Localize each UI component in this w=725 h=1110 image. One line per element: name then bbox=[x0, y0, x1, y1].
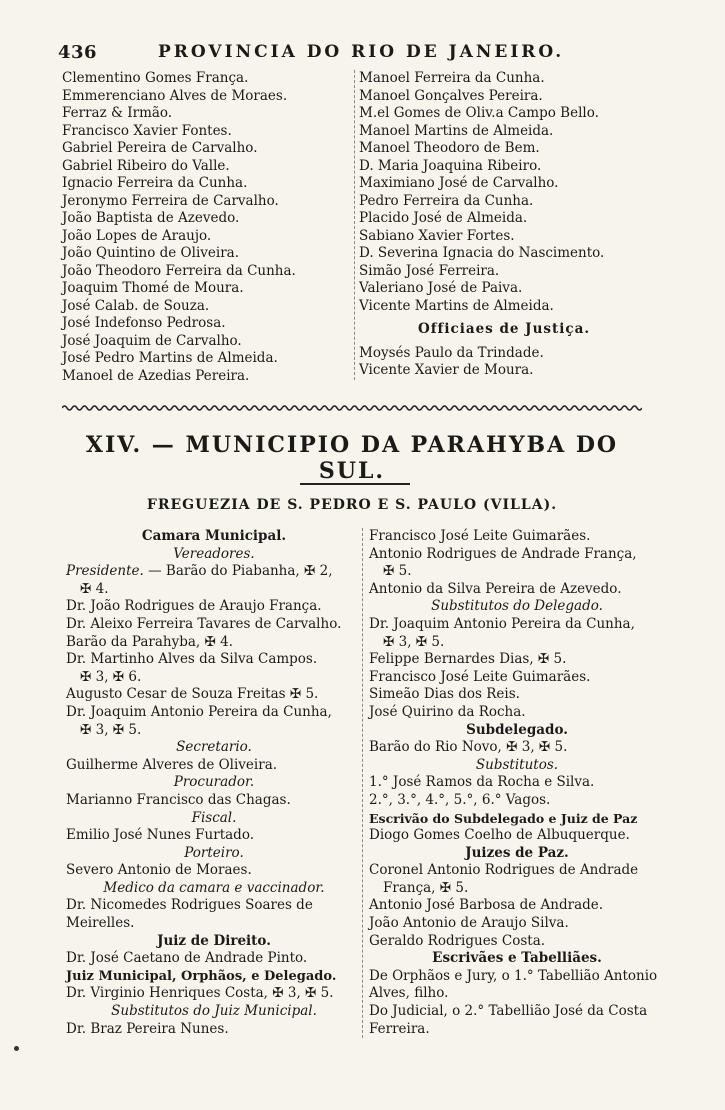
list-item: Barão do Rio Novo, ✠ 3, ✠ 5. bbox=[369, 739, 568, 756]
list-item: Francisco José Leite Guimarães. bbox=[369, 528, 591, 544]
list-item: Dr. Braz Pereira Nunes. bbox=[66, 1020, 229, 1037]
list-item: Dr. Martinho Alves da Silva Campos. bbox=[66, 651, 318, 668]
list-item: Vicente Martins de Almeida. bbox=[359, 297, 554, 314]
list-item: Jeronymo Ferreira de Carvalho. bbox=[62, 192, 279, 209]
medico-label: Medico da camara e vaccinador. bbox=[103, 879, 325, 896]
juiz-municipal-heading: Juiz Municipal, Orphãos, e Delegado. bbox=[66, 968, 337, 984]
parish-title: FREGUEZIA DE S. PEDRO E S. PAULO (VILLA). bbox=[146, 497, 558, 513]
list-item: Simão José Ferreira. bbox=[359, 262, 500, 279]
list-item: Augusto Cesar de Souza Freitas ✠ 5. bbox=[66, 686, 319, 703]
list-item: Sabiano Xavier Fortes. bbox=[359, 227, 515, 244]
list-item: Francisco José Leite Guimarães. bbox=[369, 668, 591, 685]
list-item: Manoel Gonçalves Pereira. bbox=[359, 87, 543, 104]
presidente-line bbox=[66, 563, 362, 581]
subst-delegado-label: Substitutos do Delegado. bbox=[431, 598, 603, 615]
list-item: Ferraz & Irmão. bbox=[62, 105, 173, 121]
list-item: Ignacio Ferreira da Cunha. bbox=[62, 175, 248, 191]
porteiro-label: Porteiro. bbox=[184, 844, 244, 861]
camara-heading: Camara Municipal. bbox=[141, 528, 287, 544]
list-item: Guilherme Alveres de Oliveira. bbox=[66, 756, 278, 773]
list-item: Barão da Parahyba, ✠ 4. bbox=[66, 633, 233, 650]
list-item: João Theodoro Ferreira da Cunha. bbox=[62, 262, 296, 279]
fiscal-label: Fiscal. bbox=[191, 809, 237, 826]
juiz-direito-heading: Juiz de Direito. bbox=[157, 932, 271, 949]
list-item: José Quirino da Rocha. bbox=[369, 703, 526, 720]
page-header bbox=[58, 42, 648, 68]
list-item: Valeriano José de Paiva. bbox=[359, 280, 523, 296]
substitutos-label: Substitutos. bbox=[475, 756, 559, 773]
list-item: Maximiano José de Carvalho. bbox=[359, 175, 559, 191]
presidente-text: — Barão do Piabanha, ✠ 2, bbox=[143, 563, 333, 580]
list-item: Antonio José Barbosa de Andrade. bbox=[369, 897, 604, 914]
list-item: João Antonio de Araujo Silva. bbox=[369, 915, 569, 932]
list-item: M.el Gomes de Oliv.a Campo Bello. bbox=[359, 105, 599, 121]
list-item: D. Maria Joaquina Ribeiro. bbox=[359, 157, 542, 174]
subdelegado-heading: Subdelegado. bbox=[466, 721, 568, 738]
list-item: José Joaquim de Carvalho. bbox=[62, 332, 242, 349]
list-item: João Quintino de Oliveira. bbox=[62, 245, 239, 261]
running-title: PROVINCIA DO RIO DE JANEIRO. bbox=[158, 42, 565, 62]
list-item: Joaquim Thomé de Moura. bbox=[62, 280, 244, 296]
list-item: Placido José de Almeida. bbox=[359, 210, 528, 226]
bottom-left-column bbox=[66, 528, 362, 1038]
list-item: Manoel Ferreira da Cunha. bbox=[359, 70, 545, 86]
list-item: Gabriel Pereira de Carvalho. bbox=[62, 140, 258, 156]
list-item: Diogo Gomes Coelho de Albuquerque. bbox=[369, 827, 630, 844]
list-item: Manoel Martins de Almeida. bbox=[359, 122, 554, 139]
list-item: José Pedro Martins de Almeida. bbox=[62, 350, 278, 366]
list-item: Emilio José Nunes Furtado. bbox=[66, 827, 254, 844]
list-item: Antonio Rodrigues de Andrade França, bbox=[369, 545, 637, 562]
list-item: João Baptista de Azevedo. bbox=[62, 210, 240, 226]
list-item: Vicente Xavier de Moura. bbox=[359, 362, 534, 378]
list-item: João Lopes de Araujo. bbox=[62, 227, 212, 244]
list-item: França, ✠ 5. bbox=[383, 879, 469, 896]
presidente-label: Presidente. bbox=[66, 563, 144, 580]
list-item: D. Severina Ignacia do Nascimento. bbox=[359, 245, 605, 261]
title-rule bbox=[300, 483, 410, 485]
list-item: Dr. Nicomedes Rodrigues Soares de Meirelles. bbox=[66, 897, 313, 932]
bottom-right-column bbox=[362, 528, 665, 1038]
section-title: XIV. — MUNICIPIO DA PARAHYBA DO SUL. bbox=[85, 432, 619, 484]
list-item: Felippe Bernardes Dias, ✠ 5. bbox=[369, 651, 567, 668]
list-item: Antonio da Silva Pereira de Azevedo. bbox=[369, 580, 622, 597]
list-item: Manoel de Azedias Pereira. bbox=[62, 367, 250, 384]
list-item: Do Judicial, o 2.° Tabellião José da Costa Ferreira. bbox=[369, 1003, 648, 1037]
list-item: Dr. Aleixo Ferreira Tavares de Carvalho. bbox=[66, 615, 342, 632]
list-item: ✠ 5. bbox=[383, 563, 412, 580]
list-item: José Indefonso Pedrosa. bbox=[62, 315, 226, 331]
list-item: Geraldo Rodrigues Costa. bbox=[369, 932, 546, 949]
escrivaes-heading: Escrivães e Tabelliães. bbox=[432, 950, 602, 967]
list-item: Marianno Francisco das Chagas. bbox=[66, 791, 291, 808]
top-right-column bbox=[354, 70, 649, 380]
list-item: Coronel Antonio Rodrigues de Andrade bbox=[369, 862, 639, 879]
list-item: Severo Antonio de Moraes. bbox=[66, 862, 252, 879]
list-item: Emmerenciano Alves de Moraes. bbox=[62, 87, 288, 104]
top-left-column bbox=[62, 70, 352, 385]
page-number: 436 bbox=[58, 42, 98, 63]
list-item: Moysés Paulo da Trindade. bbox=[359, 344, 544, 361]
list-item: Dr. José Caetano de Andrade Pinto. bbox=[66, 950, 308, 967]
list-item: Dr. Joaquim Antonio Pereira da Cunha, bbox=[369, 615, 635, 632]
list-item: Dr. Virginio Henriques Costa, ✠ 3, ✠ 5. bbox=[66, 985, 334, 1002]
list-item: Dr. Joaquim Antonio Pereira da Cunha, bbox=[66, 703, 332, 720]
list-item: ✠ 3, ✠ 5. bbox=[383, 633, 445, 650]
substitutos-label: Substitutos do Juiz Municipal. bbox=[111, 1003, 317, 1020]
juizes-paz-heading: Juizes de Paz. bbox=[465, 844, 569, 861]
margin-dot bbox=[14, 1046, 19, 1051]
list-item: ✠ 3, ✠ 6. bbox=[80, 668, 142, 685]
list-item: Manoel Theodoro de Bem. bbox=[359, 140, 540, 156]
list-item: Dr. João Rodrigues de Araujo França. bbox=[66, 598, 322, 615]
list-item: Simeão Dias dos Reis. bbox=[369, 686, 520, 703]
list-item: Clementino Gomes França. bbox=[62, 70, 249, 86]
secretario-label: Secretario. bbox=[176, 739, 252, 756]
officers-heading: Officiaes de Justiça. bbox=[417, 321, 591, 337]
list-item: Francisco Xavier Fontes. bbox=[62, 122, 232, 139]
list-item: ✠ 4. bbox=[80, 580, 109, 597]
list-item: Pedro Ferreira da Cunha. bbox=[359, 192, 534, 209]
list-item: Gabriel Ribeiro do Valle. bbox=[62, 157, 230, 174]
list-item: José Calab. de Souza. bbox=[62, 297, 210, 314]
list-item: 2.°, 3.°, 4.°, 5.°, 6.° Vagos. bbox=[369, 791, 551, 808]
vereadores-label: Vereadores. bbox=[173, 545, 255, 562]
wavy-divider bbox=[62, 404, 642, 412]
escrivao-heading: Escrivão do Subdelegado e Juiz de Paz bbox=[369, 810, 638, 826]
list-item: 1.° José Ramos da Rocha e Silva. bbox=[369, 774, 595, 791]
list-item: De Orphãos e Jury, o 1.° Tabellião Antonio Alves, filho. bbox=[369, 967, 658, 1002]
list-item: ✠ 3, ✠ 5. bbox=[80, 721, 142, 738]
procurador-label: Procurador. bbox=[173, 774, 255, 791]
